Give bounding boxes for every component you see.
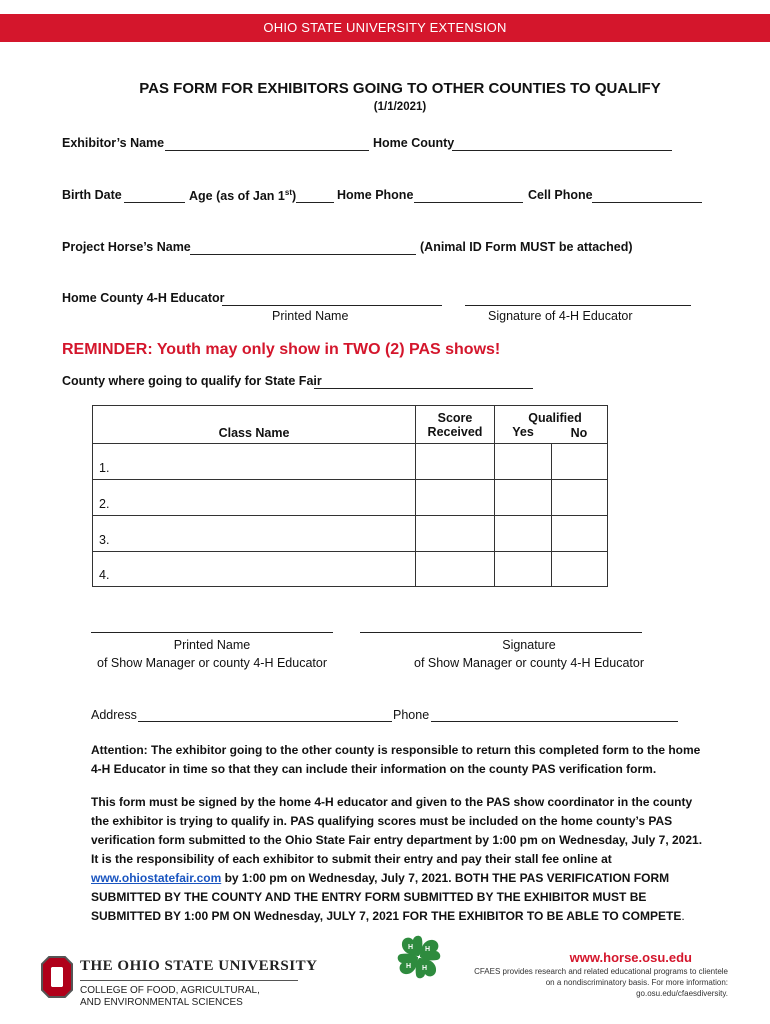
county-state-fair-line[interactable]: [314, 388, 533, 389]
yes-cell[interactable]: [495, 552, 552, 587]
header-no: No: [551, 406, 608, 444]
animal-id-note: (Animal ID Form MUST be attached): [420, 240, 633, 254]
cell-phone-line[interactable]: [592, 202, 702, 203]
college-line-2: AND ENVIRONMENTAL SCIENCES: [80, 997, 243, 1008]
attention-paragraph: Attention: The exhibitor going to the other county is responsible to return this completed form to the home 4-H Educator in time so that they can include their information on the county PAS verification form.: [91, 743, 701, 776]
address-label: Address: [91, 708, 137, 722]
age-text: Age (as of Jan 1: [189, 189, 285, 204]
county-state-fair-label: County where going to qualify for State Fair: [62, 374, 322, 388]
class-table: [92, 405, 608, 587]
college-line-1: COLLEGE OF FOOD, AGRICULTURAL,: [80, 985, 260, 996]
exhibitor-name-line[interactable]: [165, 150, 369, 151]
row-label: 2.: [93, 480, 416, 516]
yes-cell[interactable]: [495, 480, 552, 516]
row-label: 4.: [93, 552, 416, 587]
instructions-text-2: by 1:00 pm on Wednesday, July 7, 2021. BOTH THE PAS VERIFICATION FORM SUBMITTED BY THE COUNTY AND THE ENTRY FORM SUBMITTED BY THE EXHIBITOR MUST BE SUBMITTED BY 1:00 PM ON Wednesday, JULY 7, 2021 FOR THE EXHIBITOR TO BE ABLE TO COMPETE: [91, 871, 682, 923]
signature-educator-caption: Signature of 4-H Educator: [488, 309, 633, 323]
manager-signature-caption-2: of Show Manager or county 4-H Educator: [414, 656, 644, 670]
age-close: ): [292, 189, 297, 204]
table-row: [93, 480, 608, 516]
home-phone-label: Home Phone: [337, 188, 414, 202]
form-title: PAS FORM FOR EXHIBITORS GOING TO OTHER COUNTIES TO QUALIFY: [139, 80, 661, 97]
no-cell[interactable]: [551, 480, 608, 516]
header-score-line1: Score: [437, 410, 473, 425]
no-cell[interactable]: [551, 444, 608, 480]
extension-banner: OHIO STATE UNIVERSITY EXTENSION: [0, 14, 770, 42]
college-name: [80, 985, 260, 1009]
address-line[interactable]: [138, 721, 392, 722]
form-date: (1/1/2021): [373, 101, 427, 113]
score-cell[interactable]: [416, 480, 495, 516]
table-row: [93, 444, 608, 480]
birth-date-label: Birth Date: [62, 188, 122, 202]
university-name: THE OHIO STATE UNIVERSITY: [80, 958, 318, 974]
manager-printed-caption-2: of Show Manager or county 4-H Educator: [97, 656, 327, 670]
nondiscrimination-note: CFAES provides research and related educational programs to clientele on a nondiscriminatory basis. For more information: go.osu.edu/cfaesdiversity.: [474, 967, 728, 998]
score-cell[interactable]: [416, 552, 495, 587]
osu-block-o-logo: [40, 955, 74, 999]
instructions-text-1: This form must be signed by the home 4-H educator and given to the PAS show coordinator in the county the exhibitor is trying to qualify in. PAS qualifying scores must be included on the home county’s PAS verification form submitted to the Ohio State Fair entry department by 1:00 pm on Wednesday, July 7, 2021. It is the responsibility of each exhibitor to submit their entry and pay their stall fee online at: [91, 795, 703, 866]
svg-text:H: H: [406, 963, 412, 970]
home-phone-line[interactable]: [414, 202, 523, 203]
row-label: 3.: [93, 516, 416, 552]
score-cell[interactable]: [416, 516, 495, 552]
university-rule: [80, 980, 298, 981]
birth-date-line[interactable]: [124, 202, 185, 203]
printed-name-caption: Printed Name: [272, 309, 349, 323]
cell-phone-label: Cell Phone: [528, 188, 593, 202]
project-horse-label: Project Horse’s Name: [62, 240, 191, 254]
phone-label: Phone: [393, 708, 430, 722]
reminder-text: REMINDER: Youth may only show in TWO (2) PAS shows!: [62, 341, 501, 358]
yes-cell[interactable]: [495, 516, 552, 552]
svg-text:H: H: [422, 965, 428, 972]
manager-printed-caption: Printed Name: [173, 638, 251, 652]
manager-printed-line[interactable]: [91, 632, 333, 633]
age-label: [189, 188, 296, 203]
manager-signature-caption: Signature: [502, 638, 556, 652]
header-score: [416, 406, 495, 444]
instructions-paragraph: [91, 793, 703, 926]
table-header-row: [93, 406, 608, 444]
header-qualified: Qualified: [528, 410, 582, 425]
instructions-end: .: [681, 909, 685, 923]
manager-signature-line[interactable]: [360, 632, 642, 633]
phone-line[interactable]: [431, 721, 678, 722]
educator-printed-line[interactable]: [222, 305, 442, 306]
exhibitor-name-label: Exhibitor’s Name: [62, 136, 165, 150]
yes-cell[interactable]: [495, 444, 552, 480]
age-line[interactable]: [296, 202, 334, 203]
row-label: 1.: [93, 444, 416, 480]
educator-signature-line[interactable]: [465, 305, 691, 306]
4h-clover-icon: [395, 933, 443, 983]
table-row: [93, 516, 608, 552]
ohio-state-fair-link[interactable]: www.ohiostatefair.com: [91, 871, 222, 885]
home-county-label: Home County: [373, 136, 455, 150]
project-horse-line[interactable]: [190, 254, 416, 255]
home-county-line[interactable]: [452, 150, 672, 151]
svg-text:H: H: [408, 944, 414, 951]
age-sup: st: [284, 188, 292, 197]
no-cell[interactable]: [551, 516, 608, 552]
score-cell[interactable]: [416, 444, 495, 480]
home-educator-label: Home County 4-H Educator: [62, 291, 225, 305]
horse-site-url[interactable]: www.horse.osu.edu: [569, 950, 692, 965]
header-yes-label: Yes: [512, 424, 534, 439]
no-cell[interactable]: [551, 552, 608, 587]
header-class-name: Class Name: [93, 406, 416, 444]
header-score-line2: Received: [427, 424, 483, 439]
svg-text:H: H: [425, 946, 431, 953]
table-row: [93, 552, 608, 587]
